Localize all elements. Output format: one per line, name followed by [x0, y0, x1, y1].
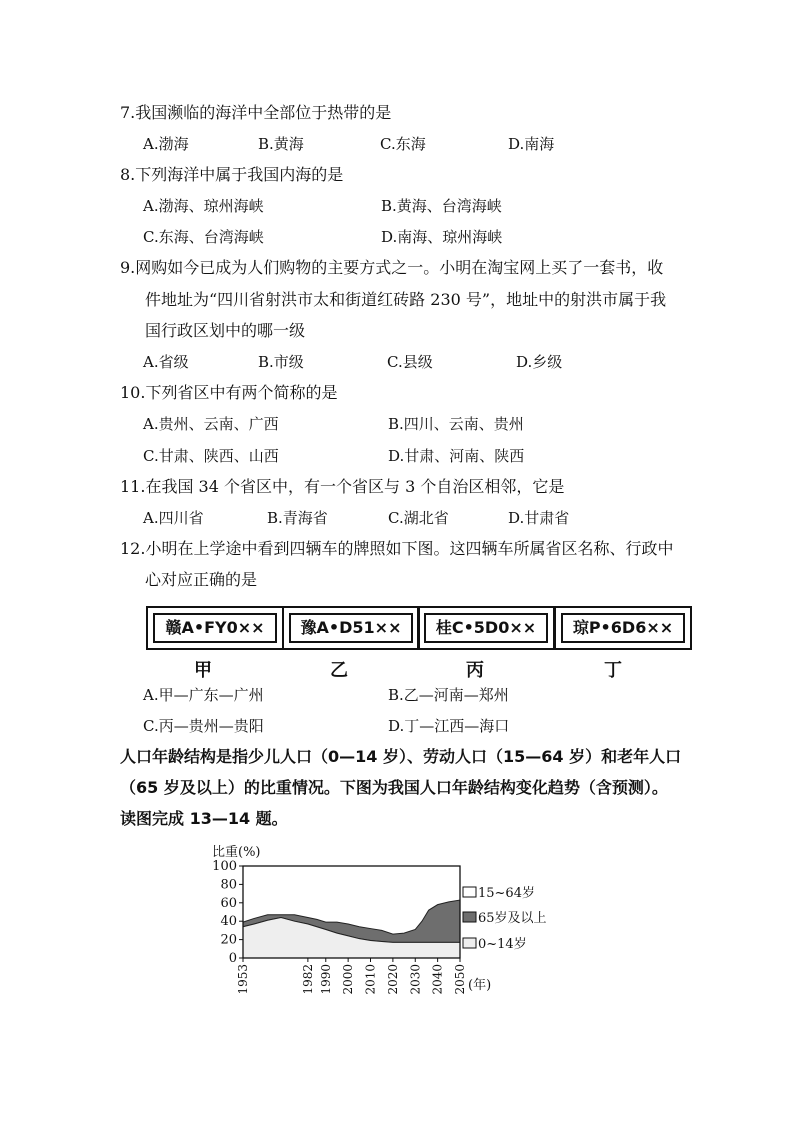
y-tick-label: 40 — [220, 914, 237, 930]
plate-label-yi: 乙 — [330, 660, 348, 681]
q7-option-b: B.黄海 — [258, 135, 304, 153]
chart-areas — [243, 866, 460, 958]
q11-stem: 11.在我国 34 个省区中，有一个省区与 3 个自治区相邻，它是 — [120, 477, 565, 496]
x-tick-label: 2000 — [341, 964, 356, 995]
q9-stem-line3: 国行政区划中的哪一级 — [145, 321, 306, 340]
license-plate-ding — [554, 606, 692, 650]
x-tick-label: 1982 — [300, 964, 315, 995]
intro-line-1: 人口年龄结构是指少儿人口（0—14 岁）、劳动人口（15—64 岁）和老年人口 — [120, 747, 682, 766]
q7-option-a: A.渤海 — [143, 135, 189, 153]
q10-option-d: D.甘肃、河南、陕西 — [388, 447, 525, 465]
q10-option-b: B.四川、云南、贵州 — [388, 415, 524, 433]
plate-label-ding: 丁 — [604, 660, 622, 681]
intro-line-2: （65 岁及以上）的比重情况。下图为我国人口年龄结构变化趋势（含预测）。 — [120, 778, 668, 797]
x-axis — [236, 958, 467, 995]
y-tick-label: 20 — [220, 932, 237, 948]
plate-label-bing: 丙 — [466, 660, 484, 681]
plate-number: 赣A•FY0×× — [153, 613, 277, 643]
x-tick-label: 2020 — [385, 964, 400, 995]
q8-option-d: D.南海、琼州海峡 — [381, 228, 503, 246]
plate-number: 桂C•5D0×× — [424, 613, 548, 643]
q9-stem-line2: 件地址为“四川省射洪市太和街道红砖路 230 号”，地址中的射洪市属于我 — [145, 290, 667, 309]
q7-option-d: D.南海 — [508, 135, 555, 153]
q7-option-c: C.东海 — [380, 135, 426, 153]
q11-option-d: D.甘肃省 — [508, 509, 570, 527]
q12-stem-line2: 心对应正确的是 — [145, 570, 258, 589]
x-tick-label: 1990 — [318, 964, 333, 995]
x-axis-unit: (年) — [468, 978, 492, 993]
intro-line-3: 读图完成 13—14 题。 — [120, 809, 288, 828]
legend-label: 0~14岁 — [478, 937, 527, 952]
q12-option-d: D.丁—江西—海口 — [388, 717, 510, 735]
population-age-structure-chart — [200, 838, 570, 1023]
chart-legend — [463, 885, 547, 952]
q12-option-b: B.乙—河南—郑州 — [388, 686, 509, 704]
plate-number: 琼P•6D6×× — [561, 613, 685, 643]
q11-option-c: C.湖北省 — [388, 509, 449, 527]
plate-number: 豫A•D51×× — [289, 613, 413, 643]
x-tick-label: 2050 — [453, 964, 467, 995]
legend-swatch — [463, 887, 476, 897]
q10-option-c: C.甘肃、陕西、山西 — [143, 447, 279, 465]
q11-option-b: B.青海省 — [267, 509, 328, 527]
x-tick-label: 1953 — [236, 964, 250, 995]
q10-option-a: A.贵州、云南、广西 — [143, 415, 279, 433]
y-tick-label: 60 — [220, 895, 237, 911]
license-plate-bing — [417, 606, 555, 650]
legend-swatch — [463, 938, 476, 948]
license-plate-yi — [282, 606, 420, 650]
q7-stem: 7.我国濒临的海洋中全部位于热带的是 — [120, 103, 392, 122]
license-plate-jia — [146, 606, 284, 650]
q12-option-a: A.甲—广东—广州 — [143, 686, 264, 704]
x-tick-label: 2030 — [408, 964, 423, 995]
plate-label-jia: 甲 — [194, 660, 212, 681]
chart-ylabel: 比重(%) — [212, 845, 261, 860]
y-tick-label: 0 — [228, 951, 237, 966]
legend-swatch — [463, 912, 476, 922]
q9-option-d: D.乡级 — [516, 353, 563, 371]
q10-stem: 10.下列省区中有两个简称的是 — [120, 383, 338, 402]
q9-option-c: C.县级 — [387, 353, 433, 371]
q12-stem: 12.小明在上学途中看到四辆车的牌照如下图。这四辆车所属省区名称、行政中 — [120, 539, 674, 558]
legend-label: 15~64岁 — [478, 886, 535, 901]
x-tick-label: 2040 — [430, 964, 445, 995]
q9-stem: 9.网购如今已成为人们购物的主要方式之一。小明在淘宝网上买了一套书，收 — [120, 258, 664, 277]
q9-option-a: A.省级 — [143, 353, 189, 371]
q9-option-b: B.市级 — [258, 353, 304, 371]
y-tick-label: 100 — [212, 859, 237, 874]
q12-option-c: C.丙—贵州—贵阳 — [143, 717, 264, 735]
q8-stem: 8.下列海洋中属于我国内海的是 — [120, 165, 344, 184]
x-tick-label: 2010 — [363, 964, 378, 995]
legend-label: 65岁及以上 — [478, 911, 547, 926]
y-axis — [212, 859, 243, 966]
q8-option-b: B.黄海、台湾海峡 — [381, 197, 502, 215]
q11-option-a: A.四川省 — [143, 509, 204, 527]
q8-option-c: C.东海、台湾海峡 — [143, 228, 264, 246]
y-tick-label: 80 — [220, 877, 237, 893]
q8-option-a: A.渤海、琼州海峡 — [143, 197, 264, 215]
